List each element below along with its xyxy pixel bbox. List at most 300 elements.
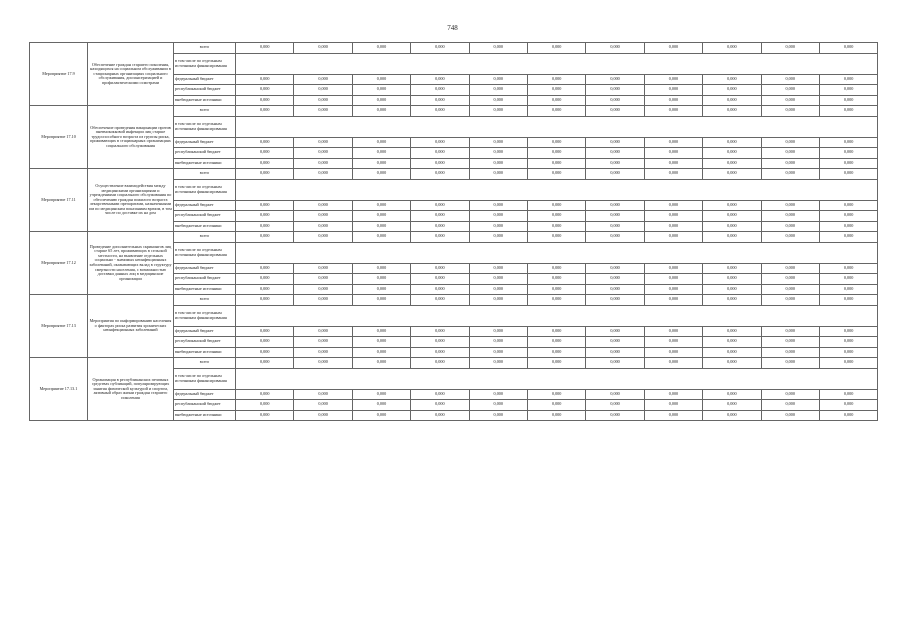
value-cell: 0,000 [586, 106, 644, 117]
value-cell: 0,000 [352, 326, 410, 337]
event-description: Организация в республиканских печатных средствах публикаций, популяризирующих занятия физической культурой и спортом, активный образ жизни граждан старшего поколения [88, 358, 174, 421]
value-cell: 0,000 [352, 200, 410, 211]
value-cell: 0,000 [411, 106, 469, 117]
value-cell: 0,000 [586, 200, 644, 211]
source-label: внебюджетные источники [174, 347, 236, 358]
value-cell: 0,000 [411, 200, 469, 211]
value-cell: 0,000 [819, 284, 877, 295]
value-cell: 0,000 [236, 106, 294, 117]
source-label: федеральный бюджет [174, 137, 236, 148]
value-cell: 0,000 [469, 43, 527, 54]
value-cell: 0,000 [703, 85, 761, 96]
value-cell: 0,000 [236, 211, 294, 222]
value-cell: 0,000 [352, 295, 410, 306]
value-cell: 0,000 [294, 211, 352, 222]
value-cell: 0,000 [761, 211, 819, 222]
value-cell: 0,000 [761, 263, 819, 274]
source-label: федеральный бюджет [174, 326, 236, 337]
source-label: республиканский бюджет [174, 85, 236, 96]
value-cell: 0,000 [703, 43, 761, 54]
source-label: внебюджетные источники [174, 221, 236, 232]
event-description: Обеспечение граждан старшего поколения, находящихся на социальном обслуживании в стационарных организациях социального обслуживания, диспансеризацией и профилактическими осмотрами [88, 43, 174, 106]
value-cell: 0,000 [527, 158, 585, 169]
value-cell: 0,000 [819, 337, 877, 348]
value-cell: 0,000 [294, 347, 352, 358]
value-cell: 0,000 [644, 137, 702, 148]
value-cell: 0,000 [352, 137, 410, 148]
value-cell: 0,000 [761, 169, 819, 180]
value-cell: 0,000 [819, 74, 877, 85]
value-cell: 0,000 [644, 232, 702, 243]
value-cell: 0,000 [761, 74, 819, 85]
event-name: Мероприятие 17.10 [30, 106, 88, 169]
event-name: Мероприятие 17.11 [30, 169, 88, 232]
value-cell: 0,000 [819, 263, 877, 274]
value-cell: 0,000 [586, 410, 644, 421]
value-cell: 0,000 [644, 326, 702, 337]
value-cell: 0,000 [819, 358, 877, 369]
value-cell: 0,000 [703, 358, 761, 369]
event-name: Мероприятие 17.13 [30, 295, 88, 358]
source-label: в том числе по отдельным источникам финансирования [174, 368, 236, 389]
value-cell: 0,000 [644, 410, 702, 421]
event-description: Мероприятия по информированию населения о факторах риска развития хронических неинфекционных заболеваний [88, 295, 174, 358]
value-cell: 0,000 [703, 284, 761, 295]
table-row [30, 232, 878, 243]
value-cell: 0,000 [294, 85, 352, 96]
source-label: республиканский бюджет [174, 337, 236, 348]
value-cell: 0,000 [411, 74, 469, 85]
value-cell: 0,000 [469, 274, 527, 285]
value-cell: 0,000 [236, 232, 294, 243]
value-cell: 0,000 [236, 137, 294, 148]
value-cell: 0,000 [761, 337, 819, 348]
event-name: Мероприятие 17.13.1 [30, 358, 88, 421]
value-cell: 0,000 [819, 347, 877, 358]
value-cell: 0,000 [469, 221, 527, 232]
value-cell: 0,000 [644, 274, 702, 285]
value-cell: 0,000 [644, 85, 702, 96]
value-cell: 0,000 [586, 43, 644, 54]
source-label: республиканский бюджет [174, 400, 236, 411]
value-cell: 0,000 [411, 274, 469, 285]
value-cell: 0,000 [761, 158, 819, 169]
value-cell: 0,000 [411, 389, 469, 400]
value-cell: 0,000 [469, 347, 527, 358]
value-cell: 0,000 [469, 106, 527, 117]
value-cell: 0,000 [294, 263, 352, 274]
value-cell: 0,000 [294, 400, 352, 411]
value-cell: 0,000 [294, 43, 352, 54]
value-cell: 0,000 [236, 400, 294, 411]
value-cell: 0,000 [352, 106, 410, 117]
value-cell: 0,000 [236, 43, 294, 54]
value-cell: 0,000 [352, 158, 410, 169]
value-cell: 0,000 [527, 85, 585, 96]
value-cell: 0,000 [761, 200, 819, 211]
value-cell: 0,000 [411, 85, 469, 96]
value-cell: 0,000 [527, 221, 585, 232]
value-cell: 0,000 [586, 221, 644, 232]
value-cell: 0,000 [644, 347, 702, 358]
value-cell: 0,000 [236, 221, 294, 232]
value-cell: 0,000 [527, 169, 585, 180]
value-cell: 0,000 [819, 389, 877, 400]
value-cell: 0,000 [644, 211, 702, 222]
value-cell: 0,000 [411, 158, 469, 169]
event-description: Осуществление взаимодействия между медицинскими организациями и учреждениями социального обслуживания по обеспечению граждан пожилого возраста лекарственными препаратами, назначенными им по медицинским показаниям врачом, в том числе по доставке их на дом [88, 169, 174, 232]
value-cell: 0,000 [644, 389, 702, 400]
value-cell: 0,000 [703, 410, 761, 421]
value-cell: 0,000 [644, 263, 702, 274]
value-cell: 0,000 [236, 389, 294, 400]
value-cell: 0,000 [703, 263, 761, 274]
value-cell: 0,000 [819, 221, 877, 232]
value-cell: 0,000 [703, 221, 761, 232]
value-cell: 0,000 [352, 211, 410, 222]
value-cell: 0,000 [352, 232, 410, 243]
value-cell: 0,000 [761, 95, 819, 106]
value-cell: 0,000 [761, 43, 819, 54]
value-cell: 0,000 [644, 74, 702, 85]
value-cell: 0,000 [761, 232, 819, 243]
value-cell: 0,000 [819, 85, 877, 96]
value-cell: 0,000 [586, 358, 644, 369]
value-cell: 0,000 [586, 148, 644, 159]
value-cell: 0,000 [527, 347, 585, 358]
value-cell: 0,000 [469, 337, 527, 348]
value-cell: 0,000 [411, 400, 469, 411]
budget-table [29, 42, 878, 421]
value-cell: 0,000 [703, 389, 761, 400]
value-cell: 0,000 [586, 95, 644, 106]
value-cell: 0,000 [236, 358, 294, 369]
value-cell: 0,000 [703, 106, 761, 117]
value-cell: 0,000 [236, 169, 294, 180]
value-cell: 0,000 [294, 95, 352, 106]
value-cell: 0,000 [761, 221, 819, 232]
value-cell: 0,000 [703, 74, 761, 85]
value-cell: 0,000 [761, 106, 819, 117]
source-label: федеральный бюджет [174, 263, 236, 274]
value-cell: 0,000 [411, 137, 469, 148]
source-label: республиканский бюджет [174, 148, 236, 159]
value-cell: 0,000 [644, 400, 702, 411]
value-cell: 0,000 [819, 211, 877, 222]
value-cell: 0,000 [469, 74, 527, 85]
value-cell: 0,000 [703, 95, 761, 106]
value-cell: 0,000 [644, 106, 702, 117]
value-cell: 0,000 [469, 326, 527, 337]
value-cell: 0,000 [352, 284, 410, 295]
value-cell: 0,000 [469, 389, 527, 400]
value-cell: 0,000 [294, 74, 352, 85]
value-cell: 0,000 [527, 148, 585, 159]
empty-cell [236, 179, 878, 200]
source-label: в том числе по отдельным источникам финансирования [174, 53, 236, 74]
empty-cell [236, 305, 878, 326]
value-cell: 0,000 [644, 284, 702, 295]
value-cell: 0,000 [819, 274, 877, 285]
value-cell: 0,000 [411, 169, 469, 180]
value-cell: 0,000 [703, 326, 761, 337]
value-cell: 0,000 [411, 358, 469, 369]
value-cell: 0,000 [352, 95, 410, 106]
value-cell: 0,000 [469, 358, 527, 369]
value-cell: 0,000 [236, 410, 294, 421]
value-cell: 0,000 [527, 410, 585, 421]
value-cell: 0,000 [294, 337, 352, 348]
value-cell: 0,000 [469, 410, 527, 421]
value-cell: 0,000 [352, 85, 410, 96]
table-row [30, 106, 878, 117]
value-cell: 0,000 [294, 326, 352, 337]
value-cell: 0,000 [469, 169, 527, 180]
value-cell: 0,000 [352, 43, 410, 54]
value-cell: 0,000 [236, 200, 294, 211]
value-cell: 0,000 [527, 200, 585, 211]
value-cell: 0,000 [352, 358, 410, 369]
value-cell: 0,000 [703, 400, 761, 411]
value-cell: 0,000 [761, 295, 819, 306]
value-cell: 0,000 [761, 148, 819, 159]
value-cell: 0,000 [703, 232, 761, 243]
table-row [30, 43, 878, 54]
value-cell: 0,000 [294, 221, 352, 232]
value-cell: 0,000 [703, 347, 761, 358]
value-cell: 0,000 [411, 221, 469, 232]
value-cell: 0,000 [586, 169, 644, 180]
value-cell: 0,000 [352, 263, 410, 274]
value-cell: 0,000 [819, 400, 877, 411]
value-cell: 0,000 [586, 263, 644, 274]
value-cell: 0,000 [411, 43, 469, 54]
value-cell: 0,000 [352, 347, 410, 358]
value-cell: 0,000 [411, 232, 469, 243]
value-cell: 0,000 [586, 389, 644, 400]
source-label: федеральный бюджет [174, 74, 236, 85]
value-cell: 0,000 [586, 158, 644, 169]
value-cell: 0,000 [236, 263, 294, 274]
source-label: всего [174, 106, 236, 117]
value-cell: 0,000 [819, 95, 877, 106]
value-cell: 0,000 [819, 295, 877, 306]
value-cell: 0,000 [236, 337, 294, 348]
source-label: федеральный бюджет [174, 389, 236, 400]
value-cell: 0,000 [352, 400, 410, 411]
empty-cell [236, 53, 878, 74]
value-cell: 0,000 [294, 158, 352, 169]
table-row [30, 358, 878, 369]
value-cell: 0,000 [294, 169, 352, 180]
table-row [30, 295, 878, 306]
value-cell: 0,000 [352, 389, 410, 400]
value-cell: 0,000 [586, 284, 644, 295]
value-cell: 0,000 [294, 410, 352, 421]
source-label: внебюджетные источники [174, 95, 236, 106]
value-cell: 0,000 [703, 148, 761, 159]
value-cell: 0,000 [644, 169, 702, 180]
value-cell: 0,000 [644, 337, 702, 348]
value-cell: 0,000 [819, 43, 877, 54]
event-name: Мероприятие 17.9 [30, 43, 88, 106]
value-cell: 0,000 [527, 326, 585, 337]
value-cell: 0,000 [411, 95, 469, 106]
value-cell: 0,000 [703, 158, 761, 169]
value-cell: 0,000 [411, 326, 469, 337]
value-cell: 0,000 [294, 148, 352, 159]
value-cell: 0,000 [527, 295, 585, 306]
value-cell: 0,000 [761, 347, 819, 358]
value-cell: 0,000 [586, 400, 644, 411]
value-cell: 0,000 [761, 274, 819, 285]
value-cell: 0,000 [352, 74, 410, 85]
source-label: внебюджетные источники [174, 410, 236, 421]
value-cell: 0,000 [703, 295, 761, 306]
value-cell: 0,000 [819, 158, 877, 169]
value-cell: 0,000 [527, 137, 585, 148]
source-label: всего [174, 232, 236, 243]
source-label: внебюджетные источники [174, 158, 236, 169]
value-cell: 0,000 [586, 347, 644, 358]
value-cell: 0,000 [294, 106, 352, 117]
value-cell: 0,000 [586, 211, 644, 222]
value-cell: 0,000 [469, 284, 527, 295]
value-cell: 0,000 [819, 137, 877, 148]
value-cell: 0,000 [411, 410, 469, 421]
value-cell: 0,000 [761, 85, 819, 96]
value-cell: 0,000 [644, 95, 702, 106]
value-cell: 0,000 [644, 358, 702, 369]
value-cell: 0,000 [819, 106, 877, 117]
value-cell: 0,000 [469, 263, 527, 274]
value-cell: 0,000 [411, 148, 469, 159]
value-cell: 0,000 [469, 211, 527, 222]
value-cell: 0,000 [236, 274, 294, 285]
value-cell: 0,000 [527, 43, 585, 54]
value-cell: 0,000 [586, 232, 644, 243]
value-cell: 0,000 [352, 410, 410, 421]
source-label: республиканский бюджет [174, 211, 236, 222]
value-cell: 0,000 [294, 137, 352, 148]
value-cell: 0,000 [761, 389, 819, 400]
value-cell: 0,000 [236, 347, 294, 358]
event-description: Обеспечение проведения вакцинации против пневмококковой инфекции лиц старше трудоспособного возраста из группы риска, проживающих в стационарных организациях социального обслуживания [88, 106, 174, 169]
value-cell: 0,000 [411, 284, 469, 295]
value-cell: 0,000 [703, 169, 761, 180]
value-cell: 0,000 [352, 221, 410, 232]
value-cell: 0,000 [527, 106, 585, 117]
value-cell: 0,000 [411, 347, 469, 358]
value-cell: 0,000 [469, 295, 527, 306]
value-cell: 0,000 [527, 284, 585, 295]
value-cell: 0,000 [469, 148, 527, 159]
source-label: республиканский бюджет [174, 274, 236, 285]
value-cell: 0,000 [352, 274, 410, 285]
value-cell: 0,000 [761, 284, 819, 295]
source-label: в том числе по отдельным источникам финансирования [174, 242, 236, 263]
page-number: 748 [447, 24, 458, 32]
empty-cell [236, 368, 878, 389]
value-cell: 0,000 [469, 95, 527, 106]
value-cell: 0,000 [469, 232, 527, 243]
value-cell: 0,000 [236, 284, 294, 295]
value-cell: 0,000 [294, 358, 352, 369]
value-cell: 0,000 [703, 200, 761, 211]
value-cell: 0,000 [703, 274, 761, 285]
value-cell: 0,000 [586, 137, 644, 148]
value-cell: 0,000 [703, 337, 761, 348]
value-cell: 0,000 [527, 274, 585, 285]
value-cell: 0,000 [644, 200, 702, 211]
value-cell: 0,000 [527, 74, 585, 85]
value-cell: 0,000 [761, 137, 819, 148]
event-name: Мероприятие 17.12 [30, 232, 88, 295]
value-cell: 0,000 [586, 85, 644, 96]
value-cell: 0,000 [527, 95, 585, 106]
value-cell: 0,000 [761, 326, 819, 337]
value-cell: 0,000 [586, 326, 644, 337]
value-cell: 0,000 [469, 400, 527, 411]
value-cell: 0,000 [411, 211, 469, 222]
source-label: внебюджетные источники [174, 284, 236, 295]
value-cell: 0,000 [294, 232, 352, 243]
value-cell: 0,000 [294, 284, 352, 295]
event-description: Проведение дополнительных скринингов лиц старше 65 лет, проживающих в сельской местности, на выявление отдельных социально - значимых неинфекционных заболеваний, оказывающих вклад в структуру смертности населения, с возможностью доставки данных лиц в медицинские организации [88, 232, 174, 295]
value-cell: 0,000 [469, 200, 527, 211]
value-cell: 0,000 [236, 326, 294, 337]
value-cell: 0,000 [586, 274, 644, 285]
value-cell: 0,000 [236, 95, 294, 106]
value-cell: 0,000 [411, 337, 469, 348]
value-cell: 0,000 [527, 263, 585, 274]
value-cell: 0,000 [236, 74, 294, 85]
value-cell: 0,000 [294, 274, 352, 285]
value-cell: 0,000 [352, 169, 410, 180]
value-cell: 0,000 [352, 148, 410, 159]
value-cell: 0,000 [819, 232, 877, 243]
source-label: всего [174, 295, 236, 306]
value-cell: 0,000 [586, 74, 644, 85]
value-cell: 0,000 [352, 337, 410, 348]
source-label: всего [174, 43, 236, 54]
value-cell: 0,000 [527, 337, 585, 348]
value-cell: 0,000 [819, 148, 877, 159]
value-cell: 0,000 [411, 263, 469, 274]
value-cell: 0,000 [761, 410, 819, 421]
value-cell: 0,000 [294, 389, 352, 400]
empty-cell [236, 242, 878, 263]
value-cell: 0,000 [236, 295, 294, 306]
value-cell: 0,000 [236, 158, 294, 169]
value-cell: 0,000 [819, 326, 877, 337]
value-cell: 0,000 [644, 295, 702, 306]
value-cell: 0,000 [644, 158, 702, 169]
value-cell: 0,000 [469, 158, 527, 169]
value-cell: 0,000 [527, 400, 585, 411]
value-cell: 0,000 [703, 211, 761, 222]
source-label: всего [174, 169, 236, 180]
source-label: в том числе по отдельным источникам финансирования [174, 116, 236, 137]
source-label: в том числе по отдельным источникам финансирования [174, 179, 236, 200]
value-cell: 0,000 [294, 200, 352, 211]
value-cell: 0,000 [527, 389, 585, 400]
value-cell: 0,000 [527, 358, 585, 369]
value-cell: 0,000 [411, 295, 469, 306]
value-cell: 0,000 [527, 211, 585, 222]
value-cell: 0,000 [236, 148, 294, 159]
value-cell: 0,000 [819, 410, 877, 421]
